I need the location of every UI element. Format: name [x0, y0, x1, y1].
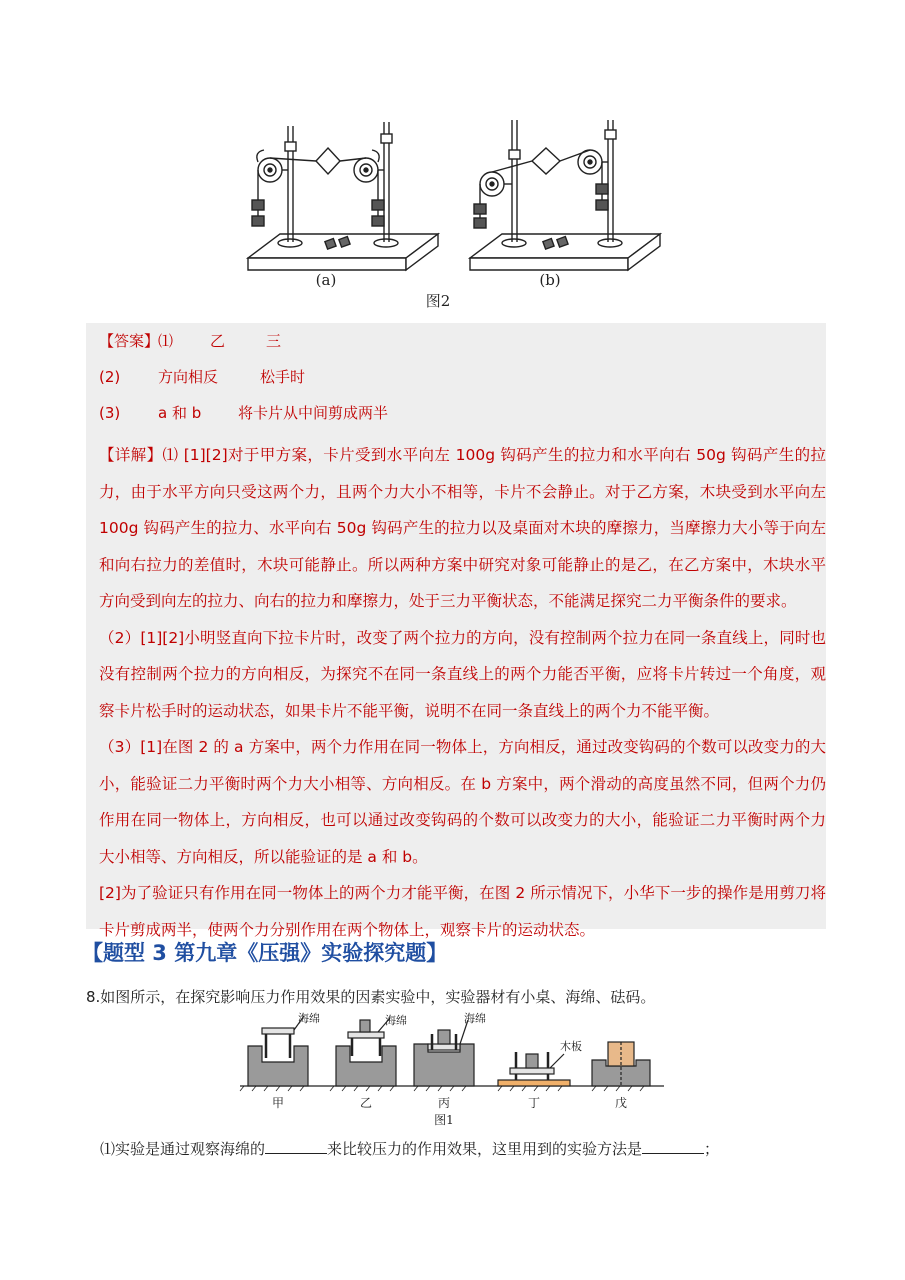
answer-3-value-2: 将卡片从中间剪成两半 [238, 404, 389, 422]
label-ding: 丁 [527, 1096, 541, 1110]
label-bing: 丙 [437, 1096, 451, 1110]
label-sponge-yi: 海绵 [385, 1014, 407, 1027]
answer-3-value-1: a 和 b [158, 404, 202, 422]
answer-2-value-1: 方向相反 [158, 368, 219, 386]
label-jia: 甲 [271, 1096, 285, 1110]
answer-1-value-1: 乙 [210, 332, 226, 350]
setup-wu [592, 1042, 650, 1086]
sub1-text-b: 来比较压力的作用效果，这里用到的实验方法是 [327, 1140, 643, 1158]
answer-2-number: (2) [99, 368, 121, 386]
sub1-text-a: ⑴实验是通过观察海绵的 [100, 1140, 266, 1158]
answer-blank-1[interactable] [265, 1139, 327, 1154]
answer-2-value-2: 松手时 [260, 368, 306, 386]
detail-paragraph-3: （3）[1]在图 2 的 a 方案中，两个力作用在同一物体上，方向相反，通过改变钩码的个数可以改变力的大小，能验证二力平衡时两个力大小相等、方向相反。在 b 方案中，两个滑动的高度虽然不同，但两个力仍作用在同一物体上，方向相反，也可以通过改变钩码的个数可以改变力的大小，能验证二力平衡时两个力大小相等、方向相反，所以能验证的是 a 和 b。 [99, 738, 826, 866]
answer-prefix: 【答案】 [99, 332, 160, 350]
label-yi: 乙 [359, 1096, 373, 1110]
label-wu: 戊 [614, 1096, 628, 1110]
figure-2-label-b: (b) [539, 271, 561, 289]
figure-1-pressure [238, 1010, 668, 1132]
label-board: 木板 [560, 1040, 582, 1053]
label-sponge-bing: 海绵 [464, 1012, 486, 1025]
setup-ding [498, 1052, 570, 1086]
answer-blank-2[interactable] [642, 1139, 704, 1154]
sub1-end: ； [704, 1140, 720, 1158]
answer-1-number: ⑴ [158, 332, 174, 350]
setup-jia [248, 1016, 308, 1086]
detail-paragraph-1: 【详解】⑴ [1][2]对于甲方案，卡片受到水平向左 100g 钩码产生的拉力和水平向右 50g 钩码产生的拉力，由于水平方向只受这两个力，且两个力大小不相等，卡片不会静止。对于乙方案，木块受到水平向左 100g 钩码产生的拉力、水平向右 50g 钩码产生的拉力以及桌面对木块的摩擦力，当摩擦力大小等于向左和向右拉力的差值时，木块可能静止。所以两种方案中研究对象可能静止的是乙，在乙方案中，木块水平方向受到向左的拉力、向右的拉力和摩擦力，处于三力平衡状态，不能满足探究二力平衡条件的要求。 [99, 446, 826, 610]
apparatus-a [248, 122, 438, 270]
detail-explanation [99, 437, 826, 948]
detail-paragraph-2: （2）[1][2]小明竖直向下拉卡片时，改变了两个拉力的方向，没有控制两个拉力在同一条直线上，同时也没有控制两个拉力的方向相反，为探究不在同一条直线上的两个力能否平衡，应将卡片转过一个角度，观察卡片松手时的运动状态，如果卡片不能平衡，说明不在同一条直线上的两个力不能平衡。 [99, 628, 826, 720]
question-8-stem: 8.如图所示，在探究影响压力作用效果的因素实验中，实验器材有小桌、海绵、砝码。 [86, 988, 656, 1006]
section-title: 【题型 3 第九章《压强》实验探究题】 [82, 941, 448, 965]
label-sponge-jia: 海绵 [298, 1012, 320, 1025]
detail-paragraph-4: [2]为了验证只有作用在同一物体上的两个力才能平衡，在图 2 所示情况下，小华下一步的操作是用剪刀将卡片剪成两半，使两个力分别作用在两个物体上，观察卡片的运动状态。 [99, 884, 826, 939]
figure-2-caption: 图2 [425, 292, 451, 310]
apparatus-b [470, 120, 660, 270]
setup-yi [336, 1018, 396, 1086]
figure-2-label-a: (a) [315, 271, 337, 289]
question-8-sub-1 [100, 1138, 719, 1159]
setup-bing [414, 1020, 474, 1086]
answer-1-value-2: 三 [266, 332, 282, 350]
figure-1-caption: 图1 [434, 1113, 454, 1127]
figure-2-apparatus [240, 112, 670, 317]
answer-3-number: (3) [99, 404, 121, 422]
